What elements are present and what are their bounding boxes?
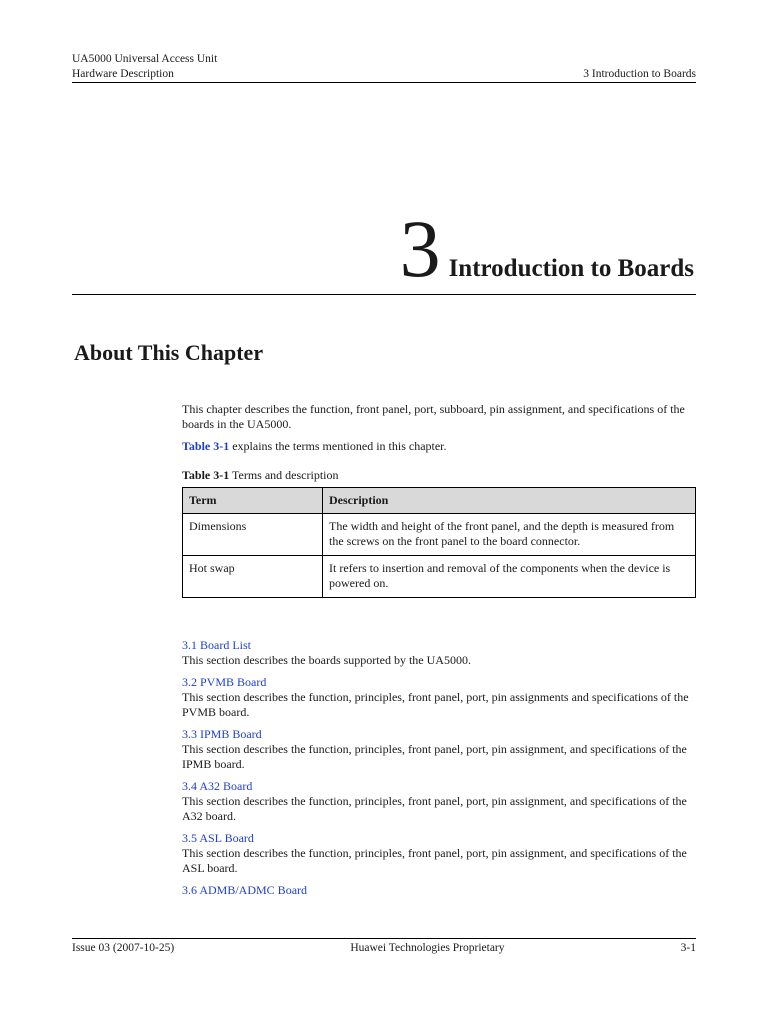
section-list (182, 638, 696, 898)
section-list-item (182, 779, 696, 824)
table-row (183, 556, 696, 598)
chapter-number: 3 (399, 203, 441, 294)
term-cell: Hot swap (183, 556, 323, 598)
section-link-board-list[interactable]: 3.1 Board List (182, 638, 251, 652)
chapter-heading (399, 203, 694, 294)
about-heading: About This Chapter (74, 340, 264, 365)
section-link-ipmb-board[interactable]: 3.3 IPMB Board (182, 727, 262, 741)
section-description: This section describes the function, principles, front panel, port, pin assignment, and specifications of the ASL board. (182, 846, 687, 875)
table-header-row (183, 488, 696, 514)
description-cell: The width and height of the front panel, and the depth is measured from the screws on the front panel to the board connector. (323, 514, 696, 556)
section-link-admb-admc-board[interactable]: 3.6 ADMB/ADMC Board (182, 883, 308, 897)
table-3-1-link[interactable]: Table 3-1 (182, 439, 230, 453)
section-link-pvmb-board[interactable]: 3.2 PVMB Board (182, 675, 267, 689)
page-footer (72, 942, 696, 954)
section-description: This section describes the function, principles, front panel, port, pin assignment, and specifications of the IPMB board. (182, 742, 687, 771)
section-link-a32-board[interactable]: 3.4 A32 Board (182, 779, 253, 793)
section-list-item (182, 675, 696, 720)
description-cell: It refers to insertion and removal of the components when the device is powered on. (323, 556, 696, 598)
intro-paragraph: This chapter describes the function, front panel, port, subboard, pin assignment, and specifications of the boards in the UA5000. (182, 402, 685, 431)
section-list-item (182, 883, 696, 898)
header-row-2 (72, 67, 696, 82)
section-list-item (182, 727, 696, 772)
footer-page-number: 3-1 (680, 942, 696, 954)
table-reference-paragraph (182, 439, 696, 454)
header-doc: Hardware Description (72, 68, 174, 80)
footer-issue: Issue 03 (2007-10-25) (72, 942, 175, 954)
table-reference-text: explains the terms mentioned in this chapter. (229, 439, 447, 453)
terms-table (182, 487, 696, 598)
section-description: This section describes the function, principles, front panel, port, pin assignments and specifications of the PVMB board. (182, 690, 689, 719)
chapter-body (182, 402, 696, 905)
column-header-term: Term (183, 488, 323, 514)
section-description: This section describes the boards supported by the UA5000. (182, 653, 471, 667)
table-caption-label: Table 3-1 (182, 468, 230, 482)
section-link-asl-board[interactable]: 3.5 ASL Board (182, 831, 254, 845)
header-divider (72, 82, 696, 83)
section-list-item (182, 831, 696, 876)
page-header (72, 52, 696, 82)
footer-company: Huawei Technologies Proprietary (350, 942, 505, 954)
table-caption-text: Terms and description (229, 468, 339, 482)
term-cell: Dimensions (183, 514, 323, 556)
header-row-1 (72, 52, 696, 67)
section-description: This section describes the function, principles, front panel, port, pin assignment, and specifications of the A32 board. (182, 794, 687, 823)
chapter-title: Introduction to Boards (448, 255, 694, 282)
header-section: 3 Introduction to Boards (583, 68, 696, 80)
section-list-item (182, 638, 696, 668)
table-caption (182, 468, 696, 483)
column-header-description: Description (323, 488, 696, 514)
table-row (183, 514, 696, 556)
header-product: UA5000 Universal Access Unit (72, 53, 218, 65)
chapter-divider (72, 294, 696, 295)
footer-divider (72, 938, 696, 939)
